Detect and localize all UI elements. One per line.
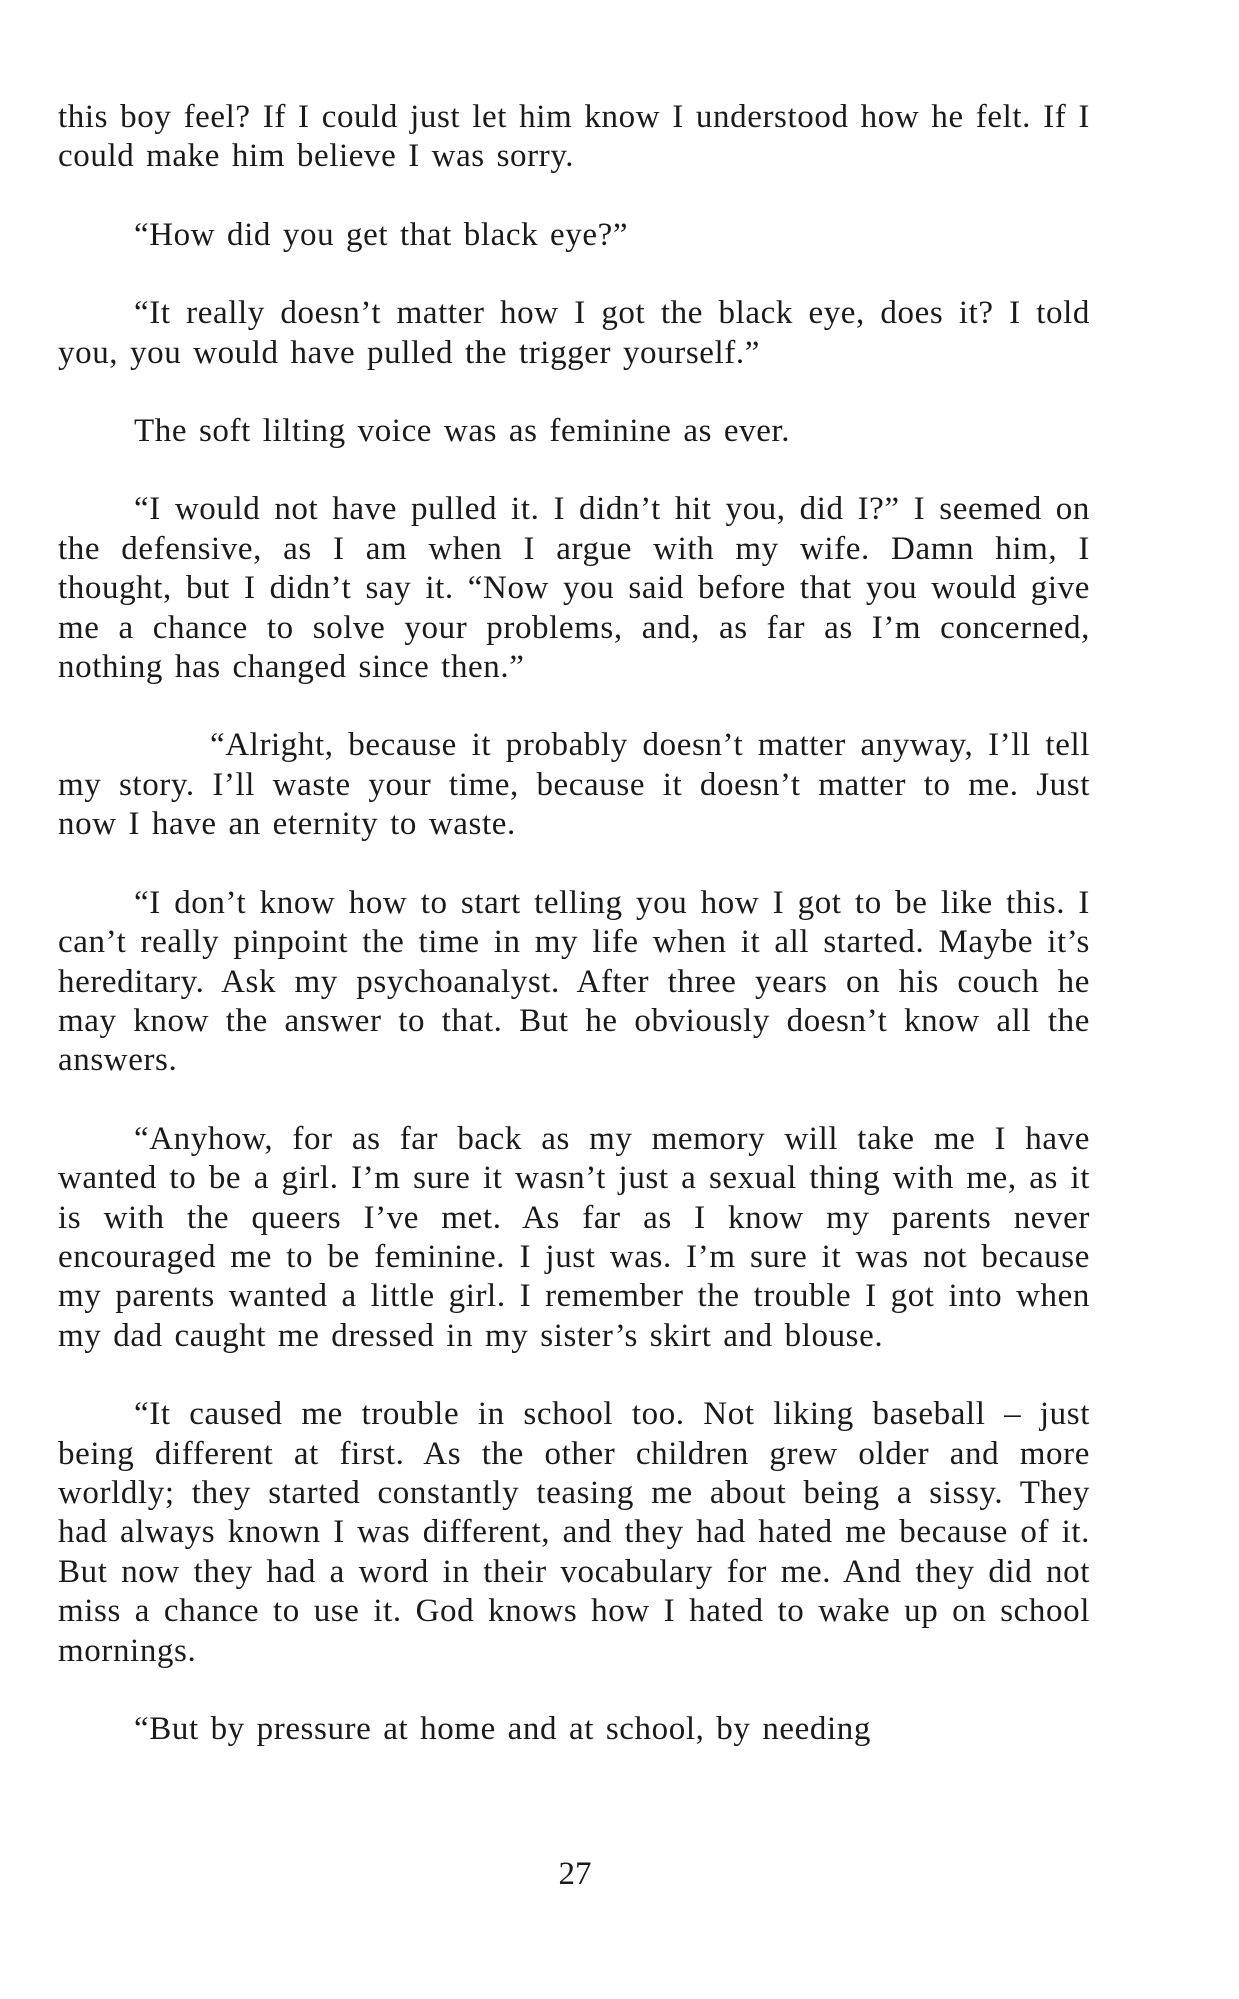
paragraph: “How did you get that black eye?” — [134, 216, 629, 253]
body-text — [58, 98, 1090, 1749]
paragraph: “I don’t know how to start telling you how I got to be like this. I can’t really pinpoint the time in my life when it all started. Maybe it’s hereditary. Ask my psychoanalyst. After three years on his couch he may know the answer to that. But he obviously doesn’t know all the answers. — [58, 884, 1090, 1079]
page-number: 27 — [558, 1856, 592, 1892]
paragraph: “I would not have pulled it. I didn’t hit you, did I?” I seemed on the defensive, as I am when I argue with my wife. Damn him, I thought, but I didn’t say it. “Now you said before that you would give me a chance to solve your problems, and, as far as I’m concerned, nothing has changed since then.” — [58, 491, 1090, 686]
paragraph: “But by pressure at home and at school, by needing — [134, 1711, 871, 1747]
paragraph: “It really doesn’t matter how I got the black eye, does it? I told you, you would have pulled the trigger yourself.” — [58, 295, 1090, 371]
paragraph: “It caused me trouble in school too. Not liking baseball – just being different at first. As the other children grew older and more worldly; they started constantly teasing me about being a sissy. They had always known I was different, and they had hated me because of it. But now they had a word in their vocabulary for me. And they did not miss a chance to use it. God knows how I hated to wake up on school mornings. — [58, 1396, 1090, 1669]
paragraph: “Alright, because it probably doesn’t matter anyway, I’ll tell my story. I’ll waste your time, because it doesn’t matter to me. Just now I have an eternity to waste. — [58, 727, 1090, 843]
paragraph: The soft lilting voice was as feminine as ever. — [134, 413, 791, 450]
paragraph: this boy feel? If I could just let him know I understood how he felt. If I could make him believe I was sorry. — [58, 99, 1090, 175]
paragraph: “Anyhow, for as far back as my memory will take me I have wanted to be a girl. I’m sure it wasn’t just a sexual thing with me, as it is with the queers I’ve met. As far as I know my parents never encouraged me to be feminine. I just was. I’m sure it was not because my parents wanted a little girl. I remember the trouble I got into when my dad caught me dressed in my sister’s skirt and blouse. — [58, 1120, 1090, 1354]
